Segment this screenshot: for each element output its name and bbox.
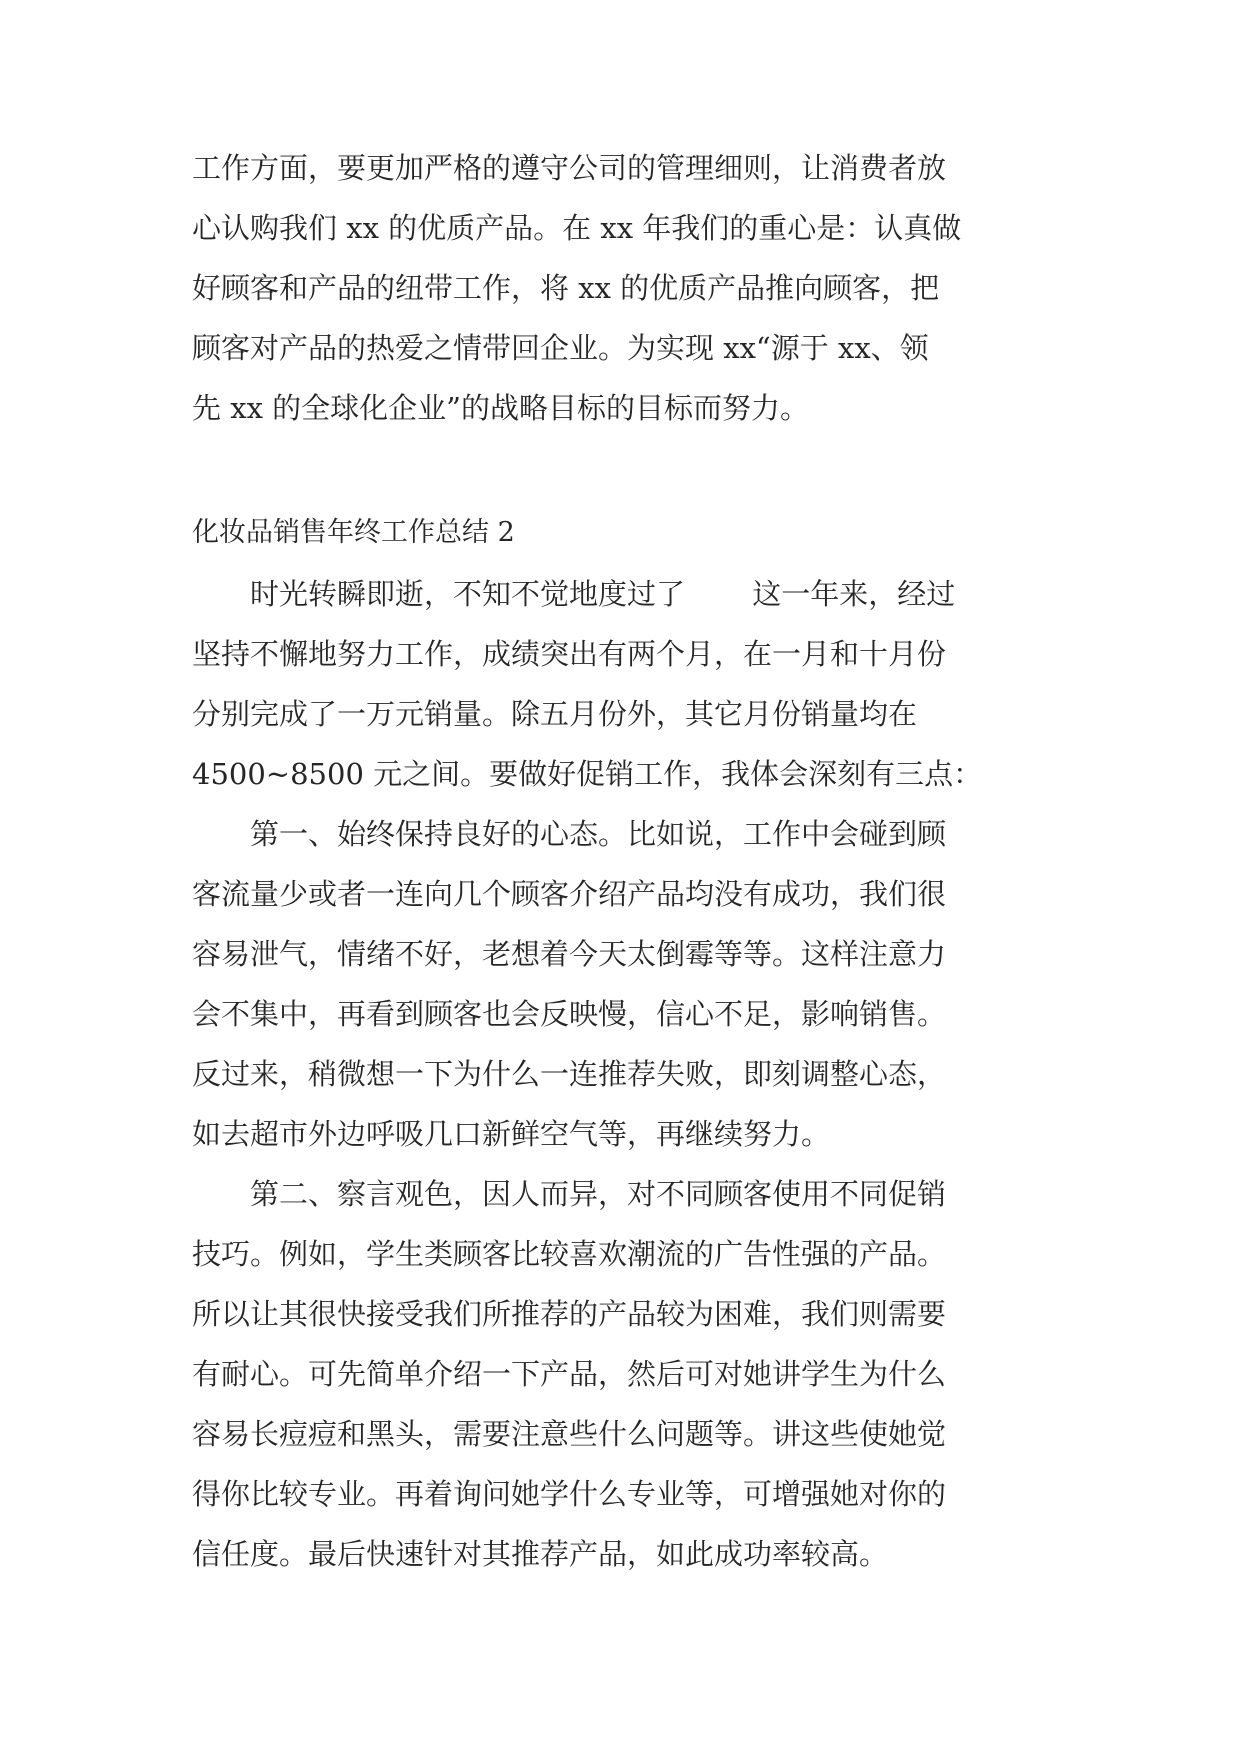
text-line: 容易长痘痘和黑头，需要注意些什么问题等。讲这些使她觉 (192, 1417, 947, 1451)
text-line: 如去超市外边呼吸几口新鲜空气等，再继续努力。 (192, 1117, 831, 1151)
text-line: 好顾客和产品的纽带工作，将 xx 的优质产品推向顾客，把 (192, 271, 940, 305)
text-line: 心认购我们 xx 的优质产品。在 xx 年我们的重心是：认真做 (192, 211, 962, 245)
text-line: 信任度。最后快速针对其推荐产品，如此成功率较高。 (192, 1537, 889, 1571)
text-line: 坚持不懈地努力工作，成绩突出有两个月，在一月和十月份 (192, 637, 947, 671)
text-line: 顾客对产品的热爱之情带回企业。为实现 xx“源于 xx、领 (192, 331, 929, 365)
text-line: 所以让其很快接受我们所推荐的产品较为困难，我们则需要 (192, 1297, 947, 1331)
text-line: 工作方面，要更加严格的遵守公司的管理细则，让消费者放 (192, 151, 947, 185)
text-line: 有耐心。可先简单介绍一下产品，然后可对她讲学生为什么 (192, 1357, 947, 1391)
text-line: 先 xx 的全球化企业”的战略目标的目标而努力。 (192, 391, 809, 425)
text-line: 4500~8500 元之间。要做好促销工作，我体会深刻有三点： (192, 757, 983, 791)
text-line: 客流量少或者一连向几个顾客介绍产品均没有成功，我们很 (192, 877, 947, 911)
text-line: 得你比较专业。再着询问她学什么专业等，可增强她对你的 (192, 1477, 947, 1511)
text-line: 反过来，稍微想一下为什么一连推荐失败，即刻调整心态， (192, 1057, 947, 1091)
text-line: 技巧。例如，学生类顾客比较喜欢潮流的广告性强的产品。 (192, 1237, 947, 1271)
text-line: 分别完成了一万元销量。除五月份外，其它月份销量均在 (192, 697, 918, 731)
text-line: 第二、察言观色，因人而异，对不同顾客使用不同促销 (192, 1177, 947, 1211)
text-line: 会不集中，再看到顾客也会反映慢，信心不足，影响销售。 (192, 997, 947, 1031)
text-line: 第一、始终保持良好的心态。比如说，工作中会碰到顾 (192, 817, 947, 851)
text-line: 容易泄气，情绪不好，老想着今天太倒霉等等。这样注意力 (192, 937, 947, 971)
text-line: 时光转瞬即逝，不知不觉地度过了 这一年来，经过 (192, 577, 956, 611)
section-title: 化妆品销售年终工作总结 2 (192, 517, 515, 548)
